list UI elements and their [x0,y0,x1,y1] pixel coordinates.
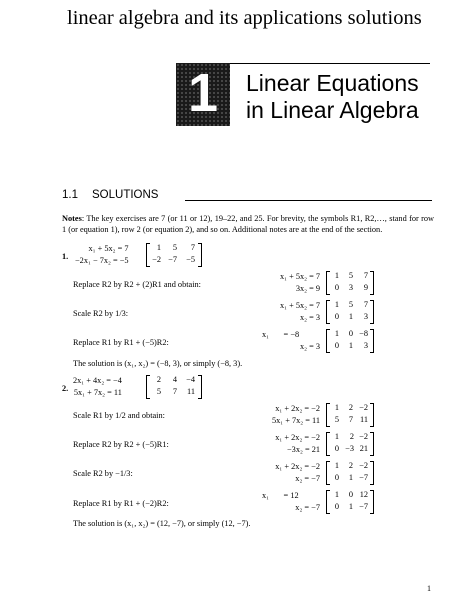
matrix-cell: 1 [348,473,353,482]
step-text: Replace R2 by R2 + (2)R1 and obtain: [73,280,201,289]
equation: x₂ = 3 [299,313,320,322]
matrix-cell: 1 [334,403,339,412]
equation: x₂ = 3 [299,342,320,351]
matrix-cell: −2 [359,432,368,441]
matrix-cell: 1 [334,300,339,309]
step-text: Replace R1 by R1 + (−2)R2: [73,499,169,508]
equation: x₁ + 2x₂ = −2 [275,462,320,471]
step-matrix [327,403,373,427]
equation: x₂ = −7 [295,474,320,483]
matrix-cell: 5 [334,415,339,424]
matrix-cell: −4 [186,375,195,384]
equation: x₁ + 2x₂ = −2 [275,433,320,442]
matrix-cell: 1 [348,502,353,511]
matrix-cell: 0 [334,473,339,482]
step-equations [252,403,320,427]
matrix-cell: −8 [359,329,368,338]
matrix-cell: 3 [348,283,353,292]
page-header-title: linear algebra and its applications solutions [67,7,422,29]
equation: x₂ = −7 [295,503,320,512]
equation: 5x₁ + 7x₂ = 11 [73,388,122,397]
matrix-cell: 1 [348,312,353,321]
step-text: Scale R2 by −1/3: [73,469,133,478]
equation: −3x₂ = 21 [287,445,320,454]
matrix-cell: 3 [363,341,368,350]
matrix-cell: 5 [172,243,177,252]
step-equations [262,329,320,353]
matrix-cell: −5 [186,255,195,264]
matrix-cell: 0 [334,312,339,321]
chapter-title [246,70,419,124]
notes-text: : The key exercises are 7 (or 11 or 12), 19–22, and 25. For brevity, the symbols R1, R2,…, stand for row 1 (or equation 1), row 2 (or equation 2), and so on. Additional notes are at the end of the section. [62,214,434,234]
matrix-cell: 7 [348,415,353,424]
step-text: Replace R1 by R1 + (−5)R2: [73,338,169,347]
step-equations [252,490,320,514]
problem-2-label: 2. [62,384,69,393]
matrix-cell: 1 [156,243,161,252]
matrix-cell: 1 [334,432,339,441]
step-matrix [327,329,373,353]
matrix-cell: 7 [363,271,368,280]
notes-paragraph [62,213,434,235]
problem-1-matrix [147,243,201,267]
matrix-cell: 1 [334,271,339,280]
matrix-cell: 21 [359,444,368,453]
matrix-cell: −2 [359,461,368,470]
matrix-cell: 0 [334,502,339,511]
matrix-cell: −7 [168,255,177,264]
step-matrix [327,490,373,514]
matrix-cell: 5 [348,271,353,280]
page-number: 1 [427,584,431,593]
chapter-title-line1: Linear Equations [246,70,419,96]
equation: x₁ + 5x₂ = 7 [279,272,320,281]
matrix-cell: 2 [348,403,353,412]
equation: x₁ = −8 [262,330,300,339]
matrix-cell: 1 [334,329,339,338]
matrix-cell: 12 [359,490,368,499]
problem-2-matrix [147,375,201,399]
matrix-cell: −7 [359,473,368,482]
problem-1-system [75,243,129,267]
matrix-cell: 7 [363,300,368,309]
step-matrix [327,432,373,456]
matrix-cell: 0 [334,444,339,453]
matrix-cell: 1 [348,341,353,350]
step-equations [262,271,320,295]
step-text: Scale R2 by 1/3: [73,309,129,318]
matrix-cell: −2 [152,255,161,264]
equation: 2x₁ + 4x₂ = −4 [73,376,122,385]
equation: 3x₂ = 9 [295,284,320,293]
matrix-cell: 7 [172,387,177,396]
matrix-cell: 5 [156,387,161,396]
section-rule [185,200,432,201]
step-equations [262,300,320,324]
step-equations [252,432,320,456]
step-matrix [327,271,373,295]
chapter-rule [230,63,430,64]
equation: −2x₁ − 7x₂ = −5 [75,256,129,265]
step-equations [252,461,320,485]
matrix-cell: 1 [334,490,339,499]
solution-text: The solution is (x₁, x₂) = (12, −7), or simply (12, −7). [73,519,251,528]
section-title: SOLUTIONS [92,189,159,201]
matrix-cell: 0 [334,341,339,350]
matrix-cell: 2 [156,375,161,384]
chapter-number: 1 [187,63,219,123]
matrix-cell: 5 [348,300,353,309]
chapter-title-line2: in Linear Algebra [246,97,419,123]
equation: x₁ + 5x₂ = 7 [279,301,320,310]
matrix-cell: 2 [349,432,354,441]
notes-label: Notes [62,214,82,223]
matrix-cell: 0 [334,283,339,292]
matrix-cell: −3 [345,444,354,453]
equation: x₁ + 2x₂ = −2 [275,404,320,413]
matrix-cell: 0 [348,490,353,499]
step-matrix [327,461,373,485]
matrix-cell: −7 [359,502,368,511]
problem-1-label: 1. [62,252,69,261]
matrix-cell: 9 [363,283,368,292]
matrix-cell: 0 [348,329,353,338]
matrix-cell: 1 [334,461,339,470]
step-matrix [327,300,373,324]
matrix-cell: 2 [348,461,353,470]
equation: x₁ + 5x₂ = 7 [88,244,129,253]
equation: 5x₁ + 7x₂ = 11 [271,416,320,425]
matrix-cell: 11 [360,415,368,424]
matrix-cell: 11 [187,387,195,396]
matrix-cell: 4 [172,375,177,384]
equation: x₁ = 12 [262,491,299,500]
problem-2-system [73,375,122,399]
matrix-cell: 3 [363,312,368,321]
matrix-cell: −2 [359,403,368,412]
solution-text: The solution is (x₁, x₂) = (−8, 3), or simply (−8, 3). [73,359,243,368]
step-text: Scale R1 by 1/2 and obtain: [73,411,165,420]
section-number: 1.1 [62,189,78,201]
step-text: Replace R2 by R2 + (−5)R1: [73,440,169,449]
matrix-cell: 7 [190,243,195,252]
